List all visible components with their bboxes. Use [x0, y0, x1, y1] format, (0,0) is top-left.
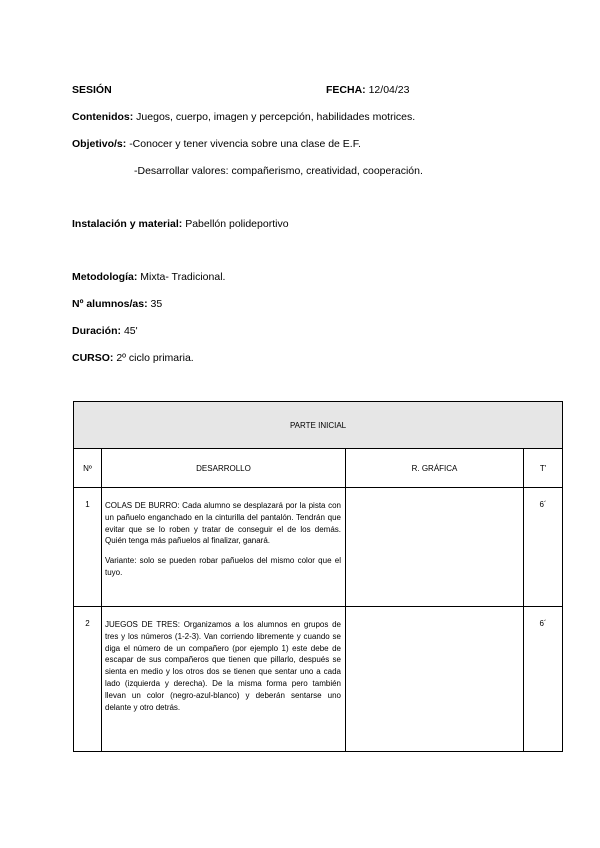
students-value: 35: [150, 298, 163, 310]
objective-item-1: -Conocer y tener vivencia sobre una clase de E.F.: [129, 138, 361, 150]
activity-variant: Variante: solo se pueden robar pañuelos del mismo color que el tuyo.: [105, 556, 341, 577]
column-header-development: DESARROLLO: [102, 449, 346, 488]
duration-value: 45': [123, 325, 138, 337]
contents-line: [72, 111, 415, 124]
methodology-label: Metodología:: [72, 271, 138, 283]
row-number: 2: [74, 607, 102, 752]
session-plan-table: [73, 401, 563, 752]
table-row: [74, 488, 563, 607]
row-graphic: [346, 488, 524, 607]
course-value: 2º ciclo primaria.: [116, 352, 194, 364]
row-description: [102, 488, 346, 607]
session-label: SESIÓN: [72, 84, 112, 96]
objectives-line: [72, 138, 361, 151]
row-graphic: [346, 607, 524, 752]
students-label: Nº alumnos/as:: [72, 298, 148, 310]
contents-label: Contenidos:: [72, 111, 134, 123]
objective-item-2: -Desarrollar valores: compañerismo, creatividad, cooperación.: [134, 165, 423, 177]
date-line: [326, 84, 409, 97]
activity-description: COLAS DE BURRO: Cada alumno se desplazará por la pista con un pañuelo enganchado en la cinturilla del pantalón. Tendrán que evitar que se lo roben y tratar de conseguir el de los demás. Quién tenga más pañuelos al finalizar, ganará.: [105, 501, 341, 546]
course-label: CURSO:: [72, 352, 114, 364]
students-line: [72, 298, 162, 311]
activity-description: JUEGOS DE TRES: Organizamos a los alumnos en grupos de tres y los números (1-2-3). Van corriendo libremente y cuando se diga el número de un compañero (por ejemplo 1) este debe de escapar de sus compañeros que tienen que pillarlo, después se sienta en medio y los otros dos se tienen que sentar uno a cada lado (izquierda y derecha). De la misma forma pero también llevan un color (negro-azul-blanco) y deberán sentarse uno delante y otro detrás.: [105, 620, 341, 712]
methodology-value: Mixta- Tradicional.: [140, 271, 226, 283]
row-time: 6´: [524, 488, 563, 607]
methodology-line: [72, 271, 225, 284]
date-label: FECHA:: [326, 84, 366, 96]
date-value: 12/04/23: [368, 84, 410, 96]
row-number: 1: [74, 488, 102, 607]
section-title: PARTE INICIAL: [74, 402, 563, 449]
objectives-label: Objetivo/s:: [72, 138, 127, 150]
installation-line: [72, 218, 289, 231]
table-header-row: [74, 449, 563, 488]
installation-label: Instalación y material:: [72, 218, 183, 230]
course-line: [72, 352, 194, 365]
column-header-graphic: R. GRÁFICA: [346, 449, 524, 488]
contents-value: Juegos, cuerpo, imagen y percepción, habilidades motrices.: [136, 111, 416, 123]
row-time: 6´: [524, 607, 563, 752]
table-section-row: [74, 402, 563, 449]
column-header-num: Nº: [74, 449, 102, 488]
duration-label: Duración:: [72, 325, 122, 337]
duration-line: [72, 325, 138, 338]
row-description: [102, 607, 346, 752]
column-header-time: T': [524, 449, 563, 488]
table-row: [74, 607, 563, 752]
installation-value: Pabellón polideportivo: [185, 218, 289, 230]
